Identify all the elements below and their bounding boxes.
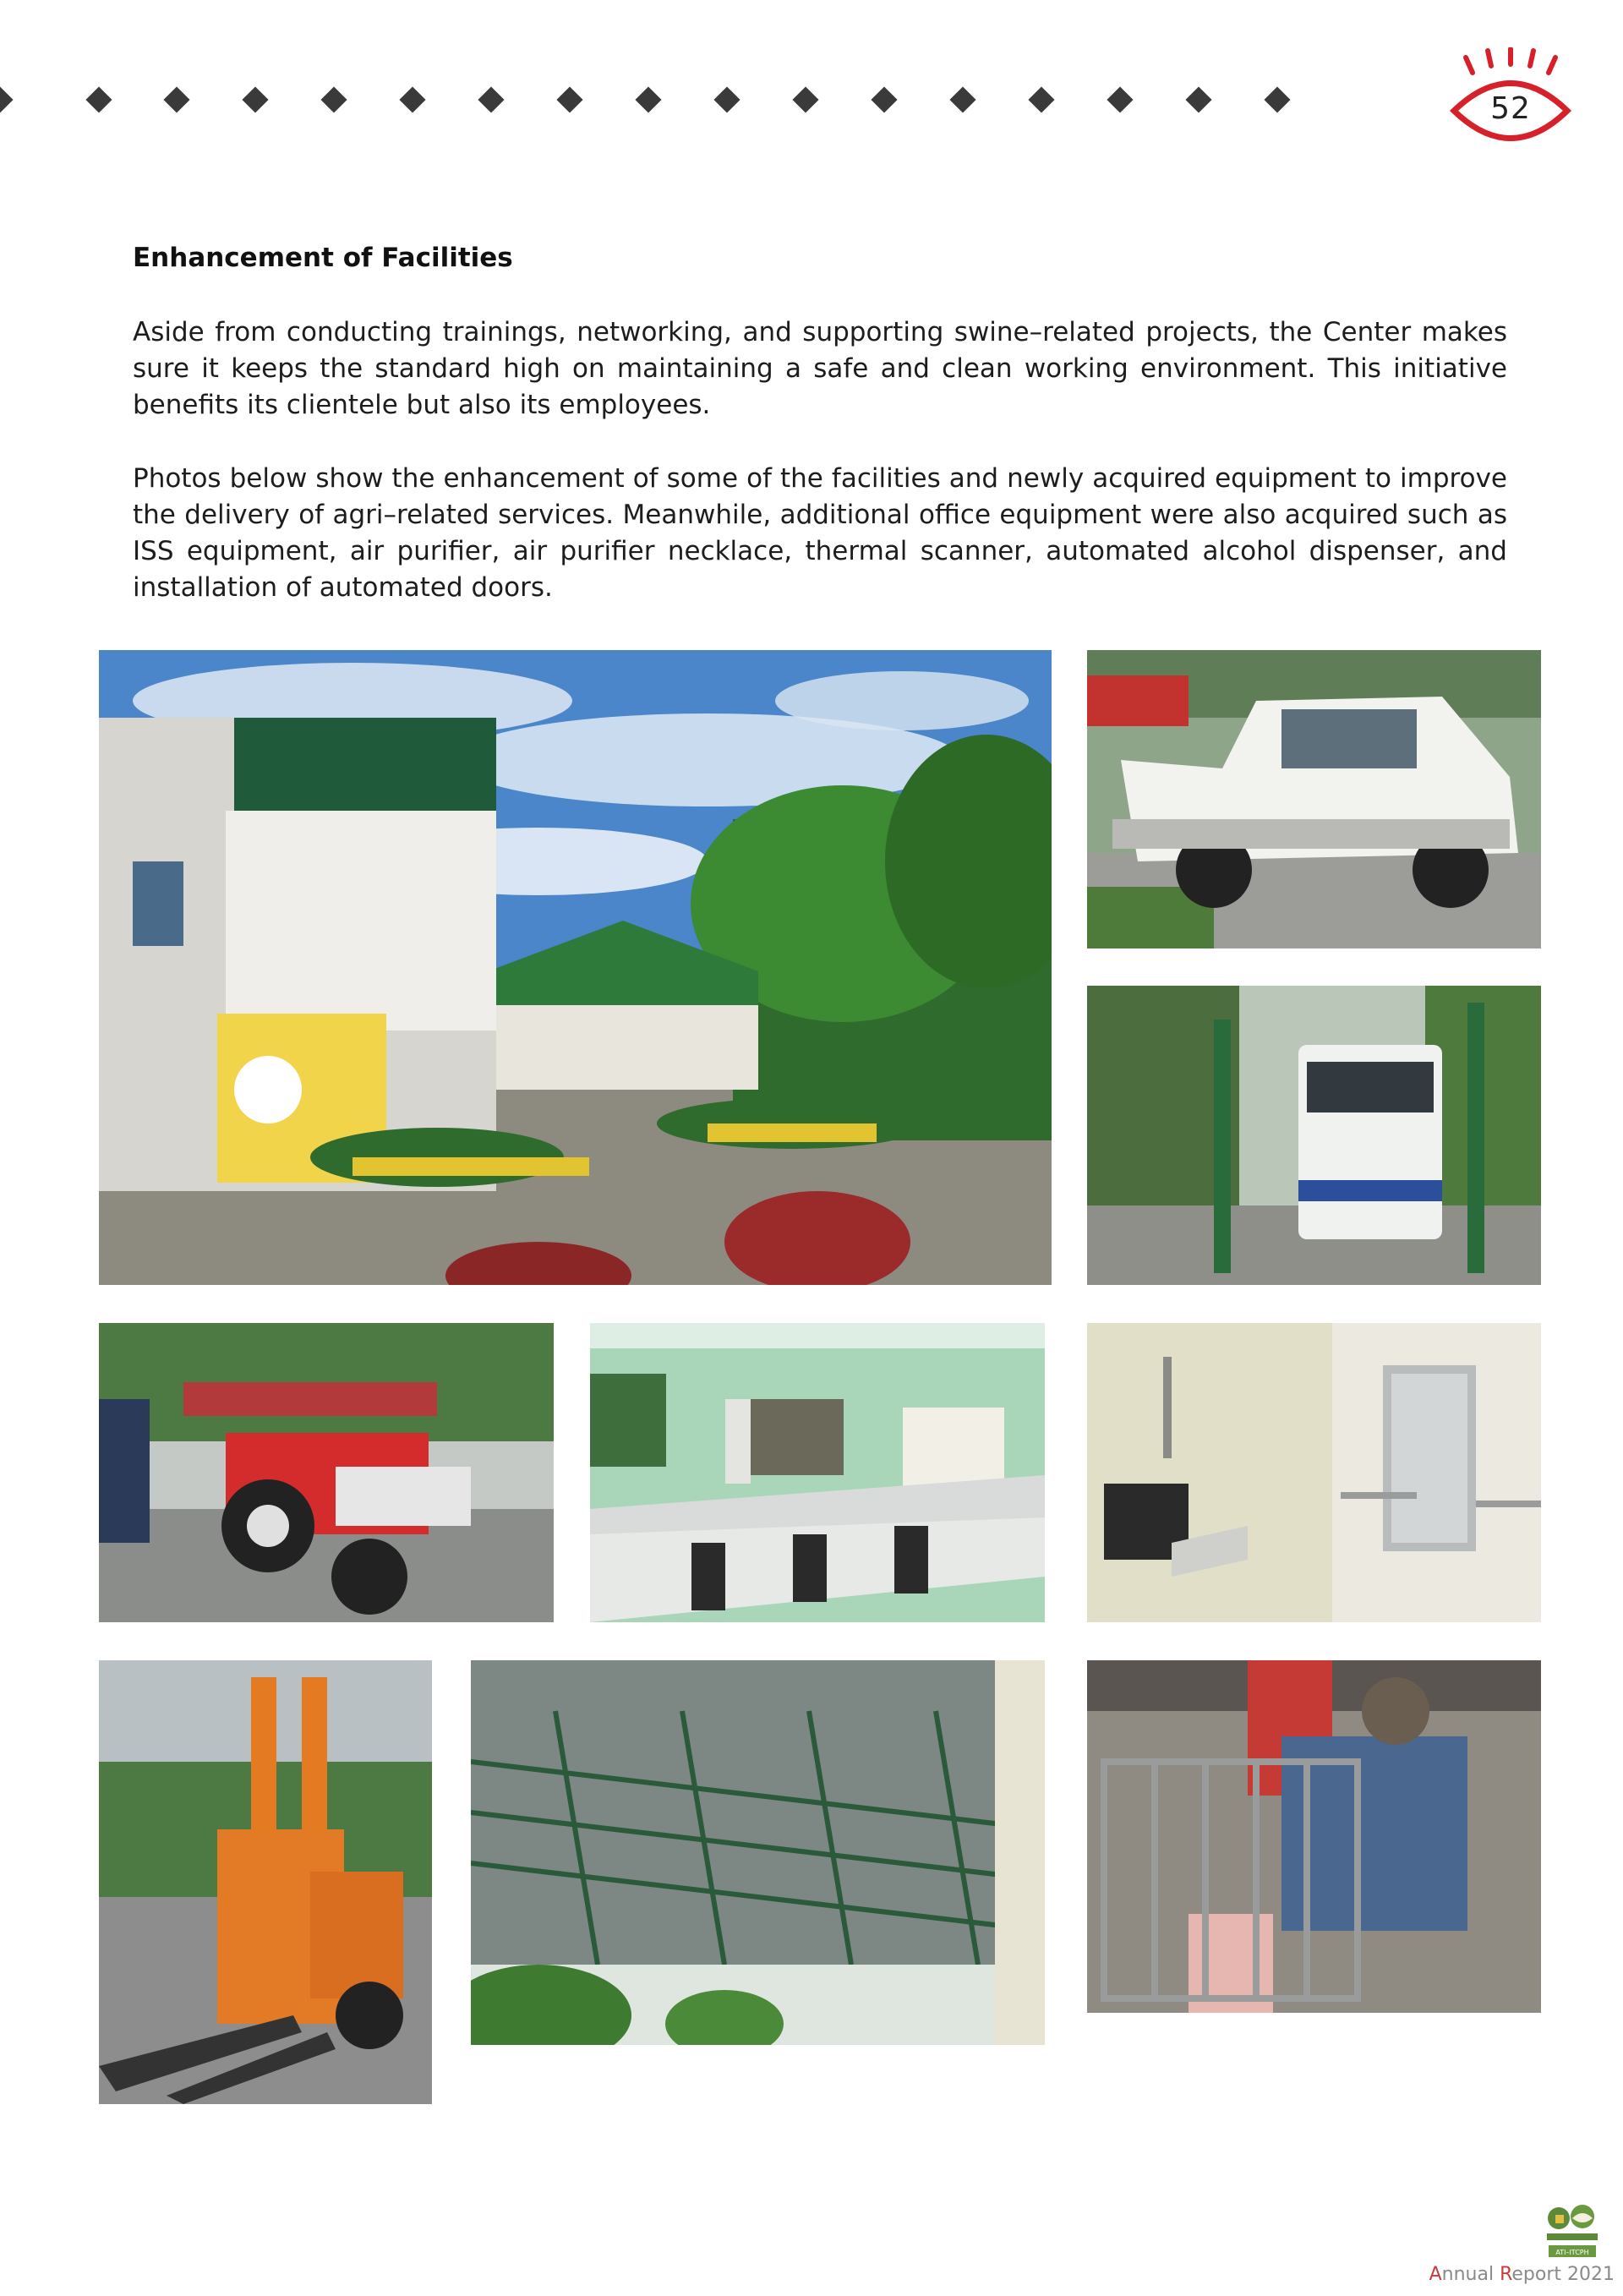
diamond-ornament xyxy=(85,86,112,112)
diamond-ornament xyxy=(163,86,189,112)
diamond-ornament xyxy=(1107,86,1133,112)
body-paragraph: Aside from conducting trainings, networking, and supporting swine–related projects, the Center makes sure it keeps the standard high on maintaining a safe and clean working environment. This initiative benefits its clientele but also its employees. xyxy=(133,317,1507,420)
photo-pig-pen xyxy=(1087,1660,1541,2013)
photo-truck-disinfection xyxy=(1087,650,1541,948)
footer-accent-a: A xyxy=(1429,2264,1442,2285)
diamond-ornament xyxy=(242,86,268,112)
photo-tractor xyxy=(99,1323,554,1622)
footer-accent-r: R xyxy=(1500,2264,1512,2285)
photo-forklift xyxy=(99,1660,432,2104)
diamond-ornament xyxy=(1028,86,1054,112)
diamond-ornament xyxy=(556,86,582,112)
diamond-ornament xyxy=(0,86,14,112)
photo-shower-room xyxy=(1087,1323,1541,1622)
diamond-ornament xyxy=(399,86,425,112)
diamond-ornament xyxy=(635,86,661,112)
header-diamond-row xyxy=(0,84,1319,118)
diamond-ornament xyxy=(320,86,347,112)
diamond-ornament xyxy=(1264,86,1290,112)
photo-center-building xyxy=(99,650,1052,1285)
diamond-ornament xyxy=(792,86,818,112)
footer-text-eport: eport 2021 xyxy=(1511,2264,1615,2285)
ati-itcph-logo xyxy=(1544,2203,1601,2259)
diamond-ornament xyxy=(871,86,897,112)
footer-report-title xyxy=(1420,2264,1615,2285)
diamond-ornament xyxy=(478,86,504,112)
photo-steel-roof xyxy=(471,1660,1045,2045)
section-title: Enhancement of Facilities xyxy=(133,243,513,273)
footer-text-nnual: nnual xyxy=(1441,2264,1500,2285)
photo-bus-disinfection xyxy=(1087,986,1541,1285)
body-paragraph: Photos below show the enhancement of some of the facilities and newly acquired equipment to improve the delivery of agri–related services. Meanwhile, additional office equipment were also acquired such as ISS equipment, air purifier, air purifier necklace, thermal scanner, automated alcohol dispenser, and installation of automated doors. xyxy=(133,463,1507,603)
diamond-ornament xyxy=(949,86,975,112)
photo-conference-room xyxy=(590,1323,1045,1622)
diamond-ornament xyxy=(713,86,740,112)
logo-caption: ATI–ITCPH xyxy=(1555,2249,1589,2256)
page-number: 52 xyxy=(1490,91,1531,126)
diamond-ornament xyxy=(1185,86,1211,112)
